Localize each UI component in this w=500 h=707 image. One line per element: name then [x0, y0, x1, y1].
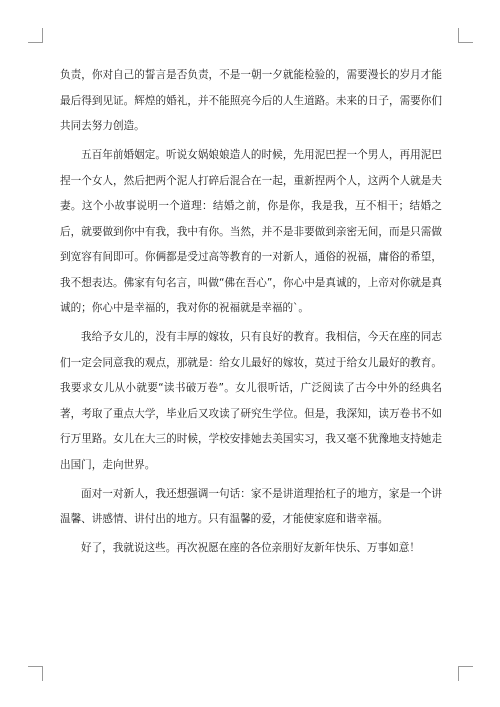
paragraph-daughter-education: 我给予女儿的，没有丰厚的嫁妆，只有良好的教育。我相信，今天在座的同志们一定会同意我的观点，那就是：给女儿最好的嫁妆，莫过于给女儿最好的教育。我要求女儿从小就要“读书破万卷”。女儿很听话，广泛阅读了古今中外的经典名著，考取了重点大学，毕业后又攻读了研究生学位。但是，我深知，读万卷书不如行万里路。女儿在大三的时候，学校安排她去美国实习，我又毫不犹豫地支持她走出国门，走向世界。	[60, 331, 442, 471]
paragraph-family-advice: 面对一对新人，我还想强调一句话：家不是讲道理抬杠子的地方，家是一个讲温馨、讲感情、讲付出的地方。只有温馨的爱，才能使家庭和谐幸福。	[60, 487, 442, 525]
paragraph-closing: 好了，我就说这些。再次祝愿在座的各位亲朋好友新年快乐、万事如意！	[81, 542, 420, 554]
document-body	[60, 63, 442, 565]
crop-mark-top-right	[458, 28, 473, 43]
crop-mark-top-left	[28, 28, 43, 43]
paragraph-marriage-story: 五百年前婚姻定。听说女娲娘娘造人的时候，先用泥巴捏一个男人，再用泥巴捏一个女人，然后把两个泥人打碎后混合在一起，重新捏两个人，这两个人就是夫妻。这个小故事说明一个道理：结婚之前，你是你，我是我，互不相干；结婚之后，就要做到你中有我，我中有你。当然，并不是非要做到亲密无间，而是只需做到宽容有间即可。你俩都是受过高等教育的一对新人，通俗的祝福，庸俗的希望，我不想表达。佛家有句名言，叫做“佛在吾心”，你心中是真诚的，上帝对你就是真诚的；你心中是幸福的，我对你的祝福就是幸福的`。	[60, 149, 442, 314]
crop-mark-bottom-right	[458, 666, 473, 681]
paragraph-continuation: 负责，你对自己的誓言是否负责，不是一朝一夕就能检验的，需要漫长的岁月才能最后得到见证。辉煌的婚礼，并不能照亮今后的人生道路。未来的日子，需要你们共同去努力创造。	[60, 69, 442, 132]
crop-mark-bottom-left	[28, 666, 43, 681]
